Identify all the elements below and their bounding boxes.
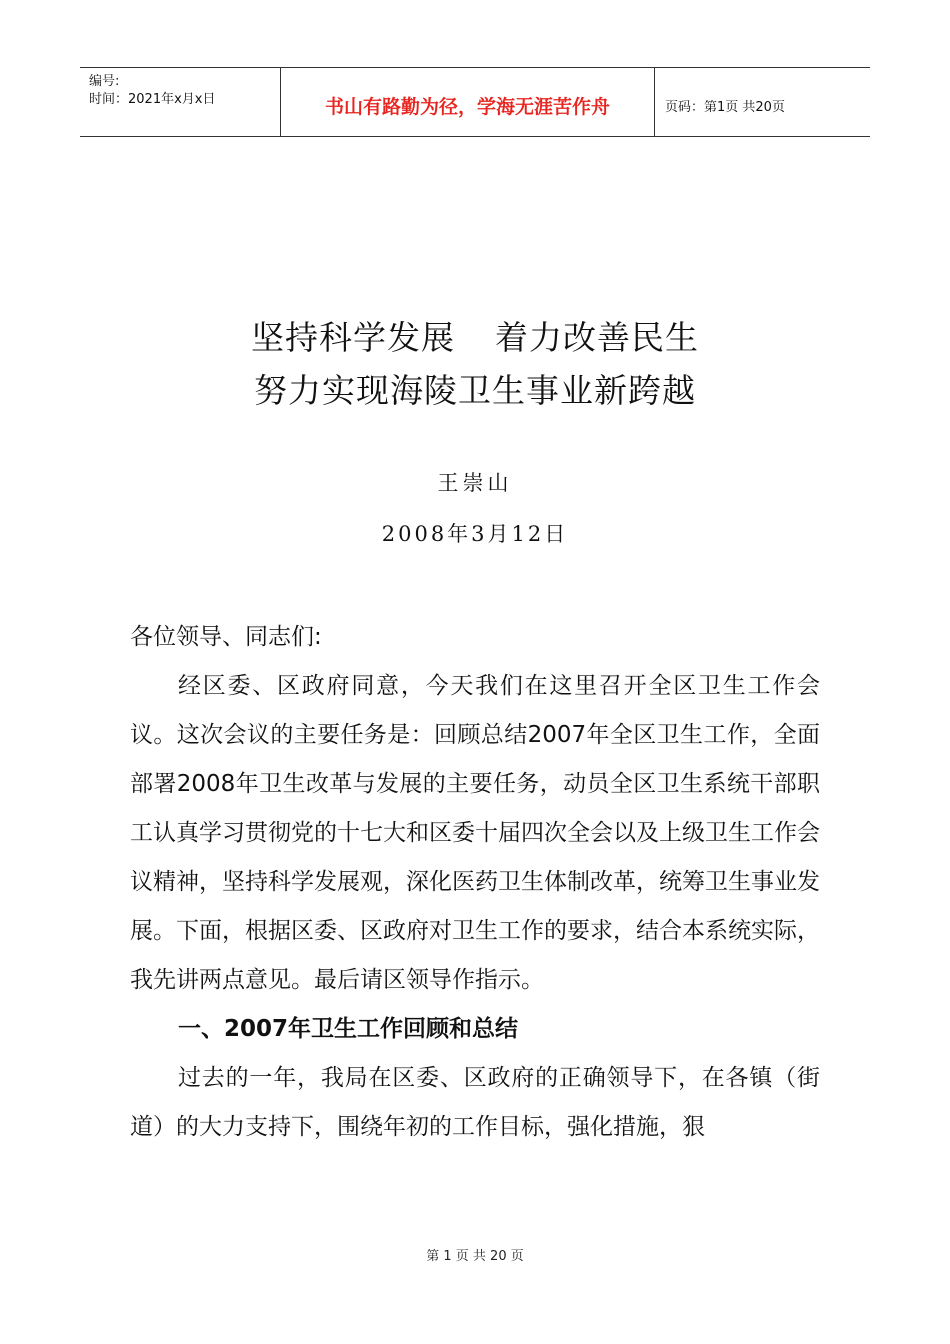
- number-label: 编号:: [89, 74, 120, 89]
- header-page-info: 页码：第1页 共20页: [665, 99, 785, 115]
- header-meta: [80, 68, 281, 136]
- section-1-heading: 一、2007年卫生工作回顾和总结: [178, 1016, 519, 1042]
- page-footer: 第 1 页 共 20 页: [426, 1249, 524, 1264]
- title-line-1: [0, 312, 950, 359]
- paragraph-1: 经区委、区政府同意，今天我们在这里召开全区卫生工作会议。这次会议的主要任务是：回顾总结2007年全区卫生工作，全面部署2008年卫生改革与发展的主要任务，动员全区卫生系统干部职工认真学习贯彻党的十七大和区委十届四次全会以及上级卫生工作会议精神，坚持科学发展观，深化医药卫生体制改革，统筹卫生事业发展。下面，根据区委、区政府对卫生工作的要求，结合本系统实际，我先讲两点意见。最后请区领导作指示。: [130, 673, 820, 993]
- title-line-2: 努力实现海陵卫生事业新跨越: [254, 371, 696, 410]
- title-line-1-part-1: 坚持科学发展: [251, 318, 455, 357]
- paragraph-2: 过去的一年，我局在区委、区政府的正确领导下，在各镇（街道）的大力支持下，围绕年初的工作目标，强化措施，狠: [130, 1065, 820, 1140]
- speech-date: 2008年3月12日: [381, 522, 569, 546]
- salutation: 各位领导、同志们:: [130, 624, 322, 650]
- author: 王崇山: [437, 471, 513, 495]
- page-header: [80, 67, 870, 137]
- title-line-1-part-2: 着力改善民生: [495, 318, 699, 357]
- document-body: [130, 613, 820, 1152]
- header-motto: 书山有路勤为径，学海无涯苦作舟: [281, 68, 655, 136]
- time-label: 时间：2021年x月x日: [89, 92, 216, 107]
